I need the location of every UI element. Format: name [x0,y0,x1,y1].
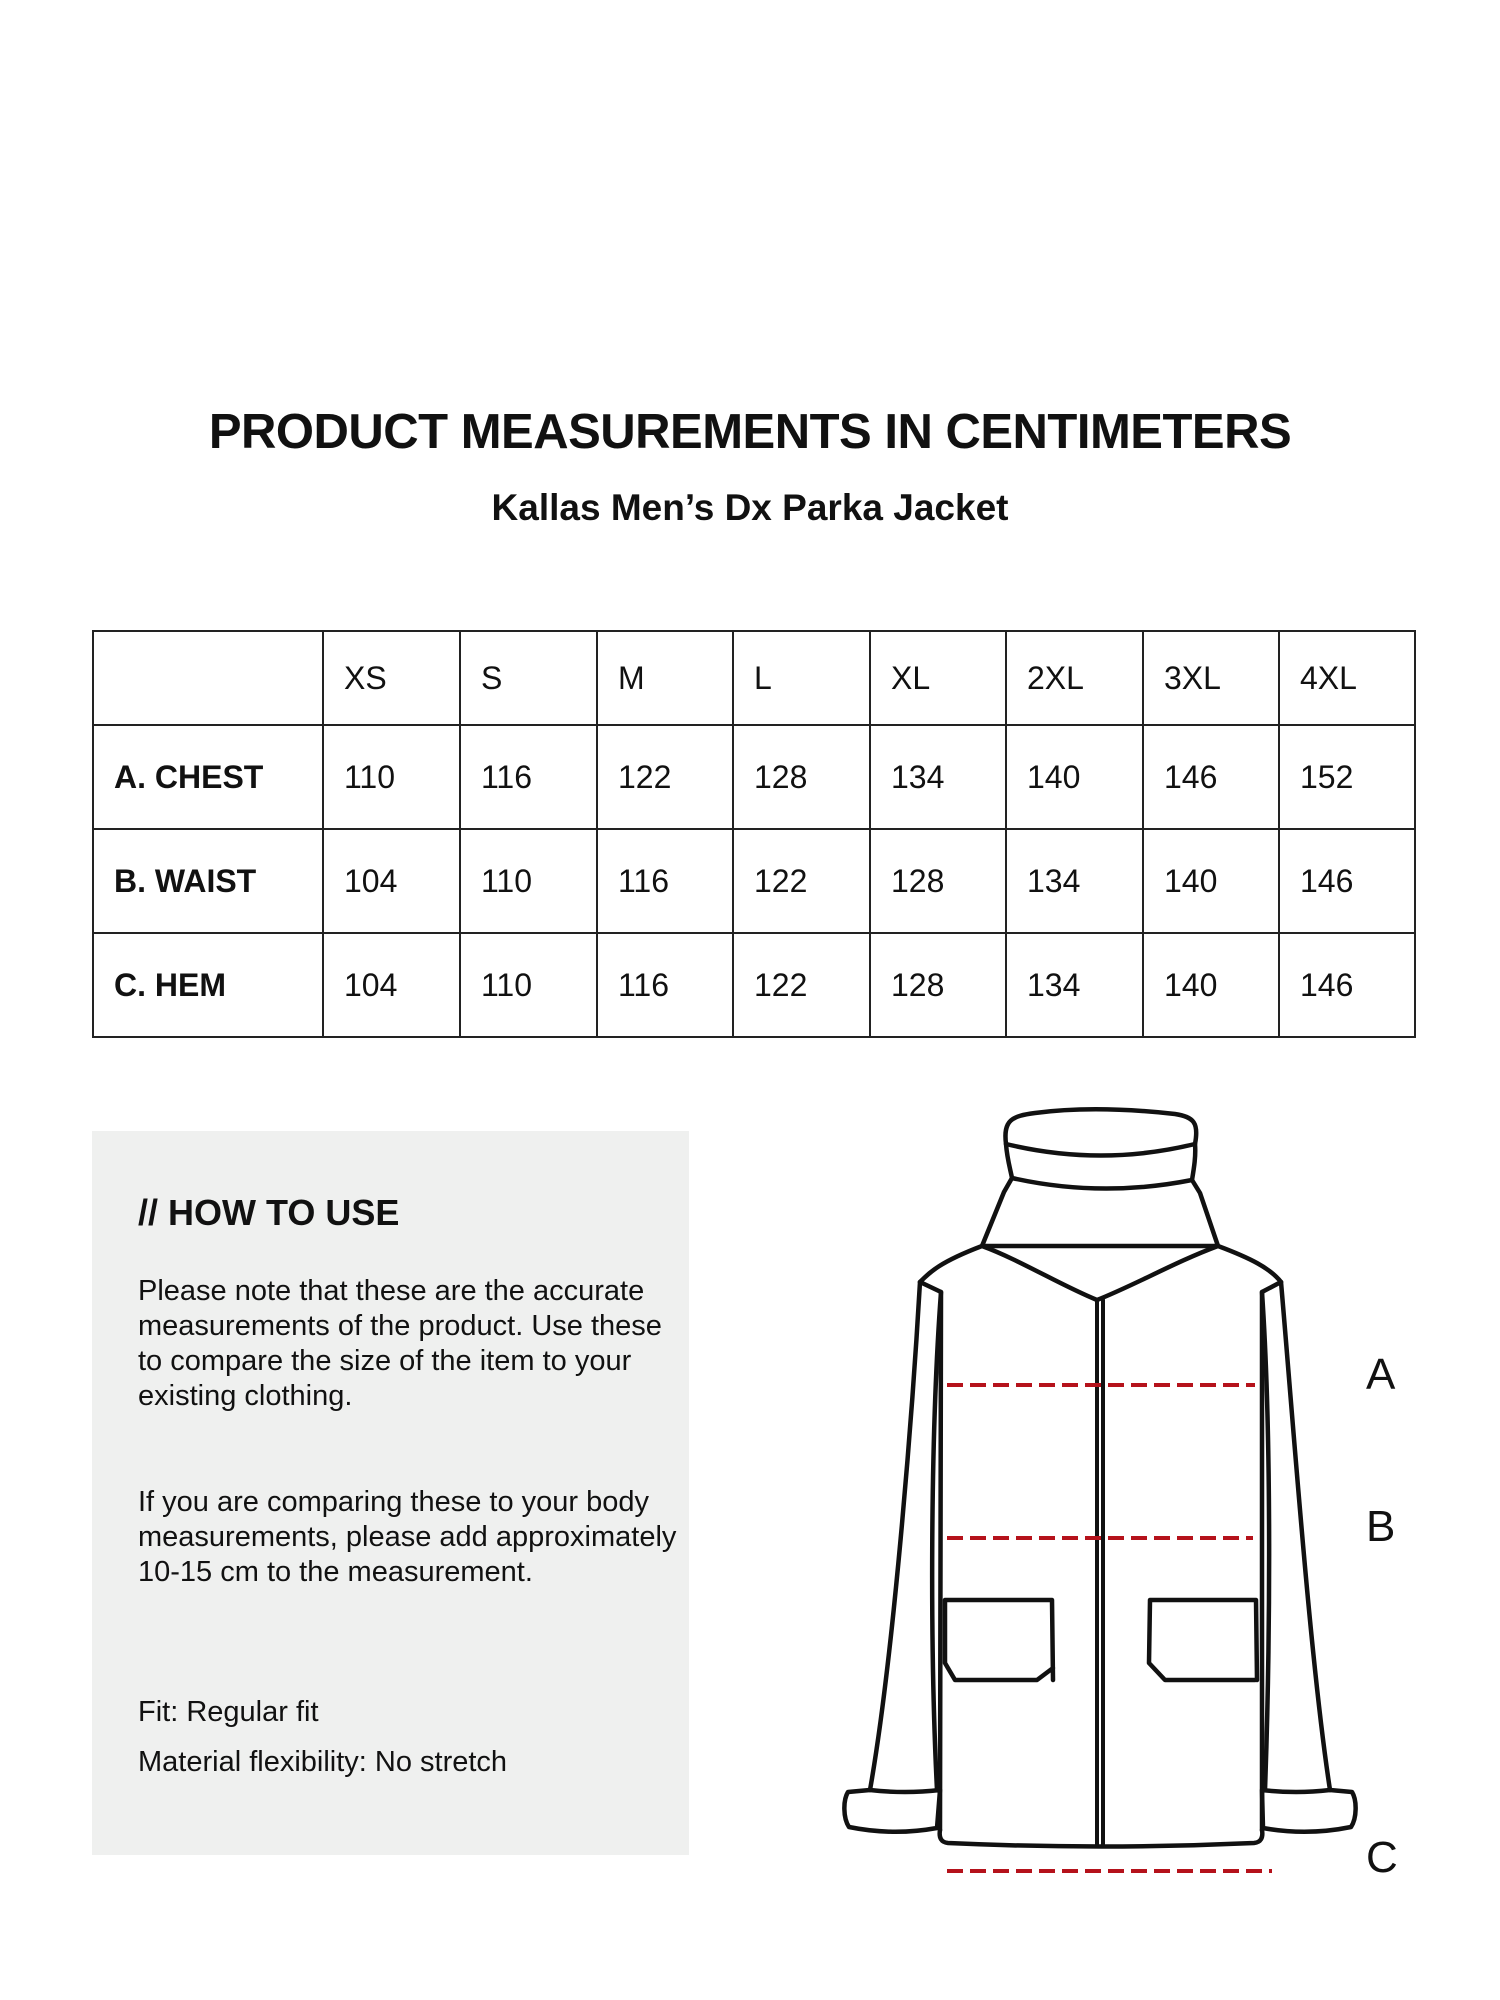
table-cell: 116 [597,829,733,933]
table-cell: 128 [870,933,1006,1037]
table-cell: 146 [1279,933,1415,1037]
table-cell: 116 [597,933,733,1037]
how-to-use-paragraph: If you are comparing these to your body measurements, please add approximately 10-15 cm to the measurement. [138,1486,677,1588]
header-cell-size: XS [323,631,460,725]
header-cell-size: M [597,631,733,725]
table-cell: 122 [597,725,733,829]
header-cell-size: XL [870,631,1006,725]
center-zipper [1097,1300,1103,1845]
page-title: PRODUCT MEASUREMENTS IN CENTIMETERS [208,405,1292,459]
table-cell: 122 [733,829,870,933]
hem-marker-label: C [1366,1833,1398,1882]
table-cell: 128 [870,829,1006,933]
header-cell-size: 3XL [1143,631,1279,725]
table-cell: 128 [733,725,870,829]
table-cell: 122 [733,933,870,1037]
table-cell: 140 [1006,725,1143,829]
row-label: A. CHEST [93,725,323,829]
table-cell: 146 [1143,725,1279,829]
table-cell: 104 [323,829,460,933]
right-pocket [1149,1600,1257,1680]
table-cell: 104 [323,933,460,1037]
header-cell-size: 2XL [1006,631,1143,725]
header-cell-size: 4XL [1279,631,1415,725]
table-cell: 116 [460,725,597,829]
fit-info: Fit: Regular fit [138,1696,319,1728]
table-cell: 134 [1006,933,1143,1037]
table-cell: 134 [1006,829,1143,933]
waist-marker-label: B [1366,1502,1396,1551]
table-cell: 110 [460,933,597,1037]
hood-outline [1005,1109,1196,1155]
left-cuff [844,1790,940,1832]
row-label: C. HEM [93,933,323,1037]
table-cell: 152 [1279,725,1415,829]
row-label: B. WAIST [93,829,323,933]
table-cell: 110 [323,725,460,829]
header-cell-size: L [733,631,870,725]
table-cell: 140 [1143,829,1279,933]
table-cell: 110 [460,829,597,933]
how-to-use-title: // HOW TO USE [138,1192,400,1233]
table-cell: 146 [1279,829,1415,933]
product-name: Kallas Men’s Dx Parka Jacket [491,487,1009,528]
left-pocket [945,1600,1053,1680]
how-to-use-paragraph: Please note that these are the accurate measurements of the product. Use these to compare the size of the item to your existing clothing. [138,1275,662,1412]
left-sleeve [870,1282,941,1790]
right-sleeve [1262,1282,1330,1790]
neckline [920,1246,1281,1300]
table-cell: 134 [870,725,1006,829]
right-cuff [1262,1790,1356,1832]
header-cell-size: S [460,631,597,725]
table-cell: 140 [1143,933,1279,1037]
chest-marker-label: A [1366,1350,1396,1399]
flexibility-info: Material flexibility: No stretch [138,1746,508,1778]
